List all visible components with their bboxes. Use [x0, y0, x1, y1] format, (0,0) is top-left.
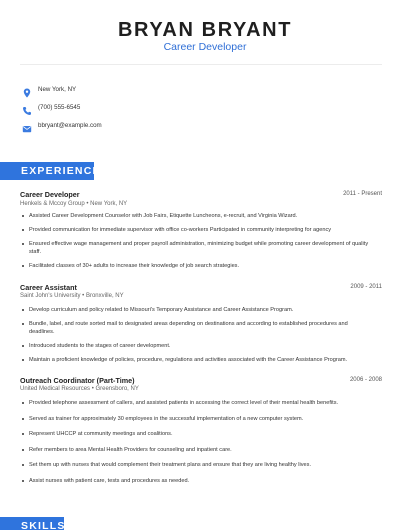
job-bullet: Assist nurses with patient care, tests and procedures as needed.: [20, 477, 370, 485]
job-company-line: United Medical Resources • Greensboro, NY: [20, 386, 139, 392]
job-bullet: Develop curriculum and policy related to Missouri's Temporary Assistance and Career Assistance Program.: [20, 306, 370, 314]
candidate-role: Career Developer: [163, 41, 247, 53]
email-text: bbryant@example.com: [38, 122, 102, 129]
job-location: Greensboro, NY: [95, 386, 139, 392]
job-bullets: [20, 212, 370, 270]
candidate-name: BRYAN BRYANT: [117, 19, 293, 41]
job-bullet: Maintain a proficient knowledge of policies, procedure, regulations and activities associated with the Career Assistance Program.: [20, 356, 370, 364]
job-bullet: Assisted Career Development Counselor with Job Fairs, Etiquette Luncheons, e-recruit, and Virginia Wizard.: [20, 212, 370, 220]
job-title: Career Developer: [20, 190, 80, 199]
job-location: Bronxville, NY: [85, 293, 124, 299]
skills-section-heading: SKILLS: [0, 517, 64, 530]
phone-text: (700) 555-6545: [38, 104, 81, 111]
job-bullets: [20, 399, 370, 485]
job-bullet: Provided communication for immediate supervisor with office co-workers Participated in community interpreting for agency: [20, 226, 370, 234]
job-bullet: Provided telephone assessment of callers, and assisted patients in accessing the correct level of their mental health benefits.: [20, 399, 370, 407]
job-dates: 2009 - 2011: [350, 284, 382, 290]
job-company: United Medical Resources: [20, 386, 91, 392]
header-divider: [20, 64, 382, 65]
job-location: New York, NY: [90, 201, 128, 207]
job-dates: 2006 - 2008: [349, 377, 382, 383]
job-bullet: Set them up with nurses that would complement their treatment plans and ensure that they are living healthy lives.: [20, 461, 370, 469]
job-bullets: [20, 306, 370, 364]
job-bullet: Introduced students to the stages of career development.: [20, 342, 370, 350]
job-bullet: Ensured effective wage management and proper payroll administration, minimizing budget while promoting career development of quality staff.: [20, 240, 370, 256]
job-company-line: Saint John's University • Bronxville, NY: [20, 293, 124, 299]
job-bullet: Served as trainer for approximately 30 employees in the successful implementation of a new computer system.: [20, 415, 370, 423]
job-title: Outreach Coordinator (Part-Time): [20, 376, 135, 385]
contact-location: [22, 85, 322, 97]
job-bullet: Facilitated classes of 30+ adults to increase their knowledge of job search strategies.: [20, 262, 370, 270]
contact-email: [22, 121, 322, 133]
experience-section-heading: EXPERIENCE: [0, 162, 94, 180]
job-company: Henkels & Mccoy Group: [20, 201, 85, 207]
job-company-line: Henkels & Mccoy Group • New York, NY: [20, 201, 128, 207]
job-title: Career Assistant: [20, 283, 77, 292]
job-bullet: Refer members to area Mental Health Providers for counseling and inpatient care.: [20, 446, 370, 454]
envelope-icon: [22, 121, 32, 131]
job-bullet: Represent UHCCP at community meetings and coalitions.: [20, 430, 370, 438]
phone-icon: [22, 103, 32, 113]
contact-phone: [22, 103, 322, 115]
job-bullet: Bundle, label, and route sorted mail to designated areas depending on destinations and according to established procedures and deadlines.: [20, 320, 370, 336]
map-pin-icon: [22, 85, 32, 95]
location-text: New York, NY: [38, 86, 77, 93]
job-dates: 2011 - Present: [343, 191, 382, 197]
job-company: Saint John's University: [20, 293, 81, 299]
